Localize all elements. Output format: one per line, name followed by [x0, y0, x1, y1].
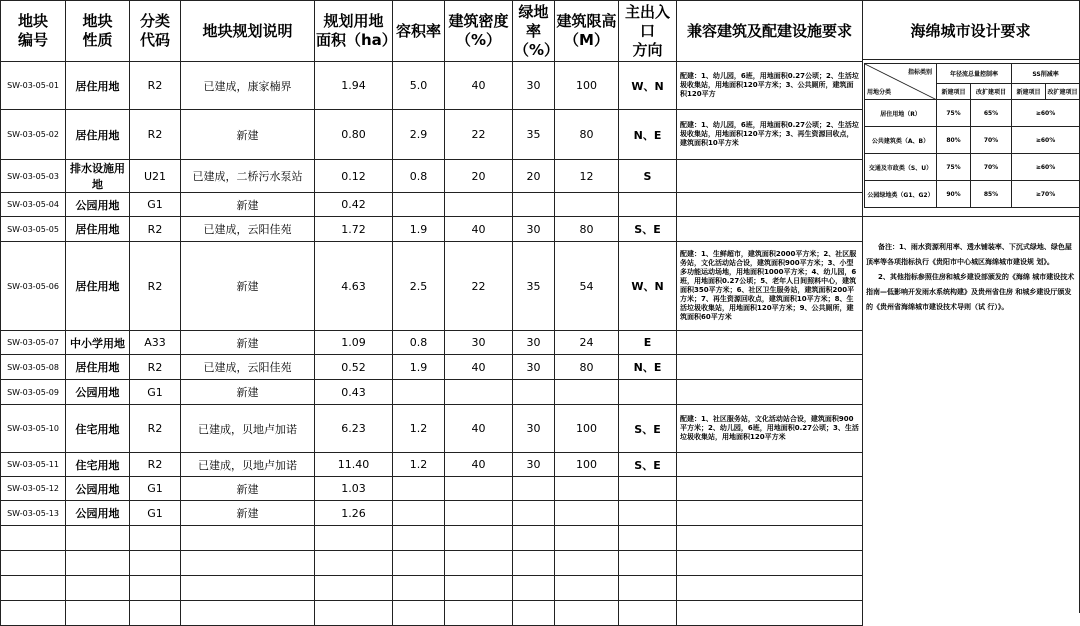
empty-cell	[555, 576, 619, 601]
sponge-value: ≥70%	[1012, 181, 1080, 208]
cell-area: 0.80	[315, 110, 393, 160]
empty-cell	[513, 576, 555, 601]
cell-req	[677, 217, 863, 242]
cell-entry: N、E	[619, 355, 677, 380]
table-row	[1, 242, 863, 331]
sponge-note-2: 2、其他指标参照住房和城乡建设部颁发的《海绵 城市建设技术指南—低影响开发雨水系统构建》及贵州省住房 和城乡建设厅颁发的《贵州省海绵城市建设技术导则（试 行）》。	[866, 273, 1075, 311]
subheader-new: 新建项目	[1012, 84, 1046, 100]
cell-density: 40	[445, 405, 513, 453]
cell-green: 30	[513, 331, 555, 355]
cell-req	[677, 160, 863, 193]
empty-cell	[393, 601, 445, 626]
cell-area: 0.42	[315, 193, 393, 217]
cell-code: SW-03-05-06	[1, 242, 66, 331]
cell-height	[555, 193, 619, 217]
empty-cell	[130, 576, 181, 601]
empty-cell	[445, 551, 513, 576]
cell-cls: R2	[130, 62, 181, 110]
empty-cell	[315, 601, 393, 626]
cell-entry: E	[619, 331, 677, 355]
cell-entry: W、N	[619, 62, 677, 110]
cell-cls: G1	[130, 380, 181, 405]
cell-entry: N、E	[619, 110, 677, 160]
cell-far: 0.8	[393, 331, 445, 355]
subheader-renovate: 改扩建项目	[971, 84, 1012, 100]
cell-code: SW-03-05-04	[1, 193, 66, 217]
cell-cls: G1	[130, 477, 181, 501]
sponge-row	[865, 100, 1080, 127]
sponge-row	[865, 154, 1080, 181]
empty-cell	[1, 551, 66, 576]
empty-cell	[181, 601, 315, 626]
table-row	[1, 477, 863, 501]
empty-cell	[677, 601, 863, 626]
cell-nature: 居住用地	[66, 62, 130, 110]
cell-req	[677, 193, 863, 217]
cell-height: 80	[555, 217, 619, 242]
cell-nature: 中小学用地	[66, 331, 130, 355]
empty-cell	[619, 601, 677, 626]
empty-cell	[130, 526, 181, 551]
sponge-row	[865, 127, 1080, 154]
cell-cls: R2	[130, 110, 181, 160]
cell-area: 0.12	[315, 160, 393, 193]
cell-nature: 公园用地	[66, 477, 130, 501]
cell-height: 54	[555, 242, 619, 331]
corner-top-label: 指标类别	[907, 69, 932, 76]
column-header: 地块规划说明	[181, 1, 315, 62]
empty-cell	[181, 576, 315, 601]
cell-green	[513, 501, 555, 526]
table-row	[1, 217, 863, 242]
cell-code: SW-03-05-07	[1, 331, 66, 355]
cell-nature: 住宅用地	[66, 453, 130, 477]
table-row	[1, 193, 863, 217]
cell-far: 5.0	[393, 62, 445, 110]
cell-cls: R2	[130, 453, 181, 477]
cell-far	[393, 193, 445, 217]
empty-cell	[315, 526, 393, 551]
empty-cell	[513, 526, 555, 551]
empty-cell	[677, 526, 863, 551]
cell-code: SW-03-05-11	[1, 453, 66, 477]
empty-cell	[315, 551, 393, 576]
sponge-value: ≥60%	[1012, 127, 1080, 154]
empty-cell	[555, 601, 619, 626]
cell-density: 40	[445, 217, 513, 242]
sponge-category: 公共建筑类（A、B）	[865, 127, 937, 154]
column-header: 建筑密度 （%）	[445, 1, 513, 62]
cell-entry: S、E	[619, 405, 677, 453]
cell-height: 24	[555, 331, 619, 355]
sponge-value: ≥60%	[1012, 154, 1080, 181]
sponge-note-1: 备注：1、雨水资源利用率、透水铺装率、下沉式绿地、绿色屋顶率等各项指标执行《贵阳市中心城区海绵城市建设规 划》。	[866, 243, 1072, 266]
table-row	[1, 453, 863, 477]
cell-req	[677, 477, 863, 501]
cell-height: 80	[555, 355, 619, 380]
cell-far	[393, 380, 445, 405]
cell-far: 2.5	[393, 242, 445, 331]
cell-height	[555, 380, 619, 405]
cell-height: 80	[555, 110, 619, 160]
empty-cell	[619, 551, 677, 576]
cell-cls: R2	[130, 242, 181, 331]
empty-cell	[181, 551, 315, 576]
empty-cell	[677, 576, 863, 601]
cell-green: 30	[513, 405, 555, 453]
cell-code: SW-03-05-01	[1, 62, 66, 110]
cell-density: 40	[445, 355, 513, 380]
cell-far: 1.2	[393, 405, 445, 453]
cell-area: 1.94	[315, 62, 393, 110]
empty-cell	[66, 526, 130, 551]
cell-desc: 新建	[181, 501, 315, 526]
empty-cell	[1, 601, 66, 626]
empty-cell	[555, 526, 619, 551]
empty-cell	[1, 526, 66, 551]
empty-cell	[181, 526, 315, 551]
cell-green: 30	[513, 453, 555, 477]
cell-density: 40	[445, 62, 513, 110]
cell-height	[555, 477, 619, 501]
cell-height: 12	[555, 160, 619, 193]
cell-nature: 公园用地	[66, 380, 130, 405]
sponge-value: 65%	[971, 100, 1012, 127]
cell-nature: 居住用地	[66, 110, 130, 160]
cell-entry: S	[619, 160, 677, 193]
empty-cell	[66, 576, 130, 601]
cell-desc: 新建	[181, 380, 315, 405]
cell-density: 30	[445, 331, 513, 355]
cell-density	[445, 477, 513, 501]
empty-cell	[393, 551, 445, 576]
cell-height	[555, 501, 619, 526]
cell-cls: R2	[130, 355, 181, 380]
cell-area: 1.26	[315, 501, 393, 526]
empty-row	[1, 576, 863, 601]
cell-density	[445, 380, 513, 405]
cell-density: 40	[445, 453, 513, 477]
column-header: 主出入口 方向	[619, 1, 677, 62]
column-header: 容积率	[393, 1, 445, 62]
cell-far: 1.2	[393, 453, 445, 477]
cell-green: 35	[513, 110, 555, 160]
cell-req: 配建：1、幼儿园，6班，用地面积0.27公顷；2、生活垃圾收集站，用地面积120平方米；3、再生资源回收点，建筑面积10平方米	[677, 110, 863, 160]
sponge-value: 80%	[937, 127, 971, 154]
sponge-value: 90%	[937, 181, 971, 208]
cell-green: 20	[513, 160, 555, 193]
cell-code: SW-03-05-13	[1, 501, 66, 526]
empty-cell	[445, 576, 513, 601]
sponge-category: 交通及市政类（S、U）	[865, 154, 937, 181]
empty-cell	[1, 576, 66, 601]
cell-nature: 住宅用地	[66, 405, 130, 453]
cell-code: SW-03-05-03	[1, 160, 66, 193]
sponge-row	[865, 181, 1080, 208]
empty-cell	[619, 526, 677, 551]
cell-nature: 公园用地	[66, 193, 130, 217]
sponge-category: 公园绿地类（G1、G2）	[865, 181, 937, 208]
cell-desc: 新建	[181, 193, 315, 217]
cell-far: 0.8	[393, 160, 445, 193]
cell-code: SW-03-05-08	[1, 355, 66, 380]
empty-cell	[445, 601, 513, 626]
table-row	[1, 331, 863, 355]
sponge-city-title: 海绵城市设计要求	[862, 0, 1079, 60]
cell-cls: U21	[130, 160, 181, 193]
sponge-category: 居住用地（R）	[865, 100, 937, 127]
cell-density	[445, 193, 513, 217]
cell-code: SW-03-05-02	[1, 110, 66, 160]
cell-desc: 新建	[181, 110, 315, 160]
cell-density: 22	[445, 242, 513, 331]
column-header: 兼容建筑及配建设施要求	[677, 1, 863, 62]
cell-cls: R2	[130, 217, 181, 242]
divider	[862, 216, 1079, 217]
cell-entry: S、E	[619, 217, 677, 242]
cell-desc: 已建成，二桥污水泵站	[181, 160, 315, 193]
table-row	[1, 405, 863, 453]
cell-code: SW-03-05-09	[1, 380, 66, 405]
cell-area: 1.09	[315, 331, 393, 355]
empty-cell	[66, 551, 130, 576]
cell-desc: 新建	[181, 242, 315, 331]
cell-desc: 已建成，康家楠界	[181, 62, 315, 110]
sponge-city-panel	[862, 0, 1080, 613]
cell-desc: 新建	[181, 331, 315, 355]
column-header: 绿地率 （%）	[513, 1, 555, 62]
cell-entry: W、N	[619, 242, 677, 331]
cell-area: 6.23	[315, 405, 393, 453]
subheader-renovate: 改扩建项目	[1046, 84, 1080, 100]
cell-height: 100	[555, 453, 619, 477]
cell-req: 配建：1、幼儿园，6班，用地面积0.27公顷；2、生活垃圾收集站，用地面积120平方米；3、公共厕所，建筑面积120平方	[677, 62, 863, 110]
cell-req	[677, 501, 863, 526]
cell-cls: G1	[130, 193, 181, 217]
cell-height: 100	[555, 62, 619, 110]
table-row	[1, 501, 863, 526]
empty-cell	[513, 601, 555, 626]
empty-row	[1, 526, 863, 551]
runoff-control-header: 年径流总量控制率	[937, 64, 1012, 84]
table-row	[1, 110, 863, 160]
sponge-value: 75%	[937, 100, 971, 127]
cell-code: SW-03-05-05	[1, 217, 66, 242]
cell-far	[393, 501, 445, 526]
cell-req: 配建：1、社区服务站，文化活动站合设，建筑面积900平方米；2、幼儿园，6班，用地面积0.27公顷；3、生活垃圾收集站，用地面积120平方米	[677, 405, 863, 453]
cell-green: 30	[513, 62, 555, 110]
corner-bottom-label: 用地分类	[867, 89, 892, 96]
cell-area: 4.63	[315, 242, 393, 331]
cell-nature: 排水设施用地	[66, 160, 130, 193]
cell-height: 100	[555, 405, 619, 453]
cell-desc: 已建成，贝地卢加诺	[181, 453, 315, 477]
empty-row	[1, 551, 863, 576]
empty-row	[1, 601, 863, 626]
sponge-value: ≥60%	[1012, 100, 1080, 127]
cell-entry	[619, 501, 677, 526]
empty-cell	[445, 526, 513, 551]
cell-area: 1.72	[315, 217, 393, 242]
table-row	[1, 380, 863, 405]
table-row	[1, 355, 863, 380]
sponge-notes	[866, 240, 1077, 315]
cell-req	[677, 331, 863, 355]
cell-far	[393, 477, 445, 501]
cell-entry	[619, 477, 677, 501]
empty-cell	[393, 526, 445, 551]
cell-desc: 已建成，云阳佳苑	[181, 217, 315, 242]
column-header: 分类 代码	[130, 1, 181, 62]
empty-cell	[555, 551, 619, 576]
cell-desc: 新建	[181, 477, 315, 501]
cell-green	[513, 477, 555, 501]
cell-entry	[619, 380, 677, 405]
empty-cell	[677, 551, 863, 576]
cell-req: 配建：1、生鲜超市，建筑面积2000平方米；2、社区服务站，文化活动站合设，建筑面积900平方米；3、小型多功能运动场地，用地面积1000平方米；4、幼儿园，6班，用地面积0.27公顷；5、老年人日间照料中心，建筑面积350平方米；6、社区卫生服务站，建筑面积200平方米；7、再生资源回收点，建筑面积10平方米；8、生活垃圾收集站，用地面积120平方米；9、公共厕所，建筑面积60平方米	[677, 242, 863, 331]
sponge-value: 85%	[971, 181, 1012, 208]
cell-density: 22	[445, 110, 513, 160]
cell-cls: A33	[130, 331, 181, 355]
sponge-value: 75%	[937, 154, 971, 181]
cell-area: 11.40	[315, 453, 393, 477]
subheader-new: 新建项目	[937, 84, 971, 100]
empty-cell	[513, 551, 555, 576]
cell-green	[513, 380, 555, 405]
cell-nature: 居住用地	[66, 242, 130, 331]
cell-nature: 居住用地	[66, 355, 130, 380]
empty-cell	[393, 576, 445, 601]
cell-nature: 居住用地	[66, 217, 130, 242]
empty-cell	[619, 576, 677, 601]
cell-green: 30	[513, 217, 555, 242]
cell-req	[677, 380, 863, 405]
table-row	[1, 160, 863, 193]
column-header: 地块 性质	[66, 1, 130, 62]
cell-code: SW-03-05-12	[1, 477, 66, 501]
cell-green	[513, 193, 555, 217]
cell-far: 1.9	[393, 217, 445, 242]
sponge-city-table	[864, 63, 1080, 208]
sponge-value: 70%	[971, 127, 1012, 154]
column-header: 建筑限高 （M）	[555, 1, 619, 62]
cell-density	[445, 501, 513, 526]
cell-density: 20	[445, 160, 513, 193]
cell-entry: S、E	[619, 453, 677, 477]
cell-req	[677, 355, 863, 380]
empty-cell	[130, 601, 181, 626]
table-header-row	[1, 1, 863, 62]
column-header: 地块 编号	[1, 1, 66, 62]
sponge-corner-cell	[865, 64, 937, 100]
sponge-value: 70%	[971, 154, 1012, 181]
cell-green: 35	[513, 242, 555, 331]
cell-cls: R2	[130, 405, 181, 453]
empty-cell	[315, 576, 393, 601]
cell-green: 30	[513, 355, 555, 380]
ss-reduction-header: SS削减率	[1012, 64, 1080, 84]
cell-code: SW-03-05-10	[1, 405, 66, 453]
empty-cell	[66, 601, 130, 626]
cell-area: 1.03	[315, 477, 393, 501]
cell-req	[677, 453, 863, 477]
cell-far: 1.9	[393, 355, 445, 380]
column-header: 规划用地 面积（ha）	[315, 1, 393, 62]
cell-area: 0.43	[315, 380, 393, 405]
cell-cls: G1	[130, 501, 181, 526]
cell-nature: 公园用地	[66, 501, 130, 526]
cell-desc: 已建成，云阳佳苑	[181, 355, 315, 380]
empty-cell	[130, 551, 181, 576]
cell-entry	[619, 193, 677, 217]
cell-desc: 已建成，贝地卢加诺	[181, 405, 315, 453]
cell-area: 0.52	[315, 355, 393, 380]
table-row	[1, 62, 863, 110]
cell-far: 2.9	[393, 110, 445, 160]
